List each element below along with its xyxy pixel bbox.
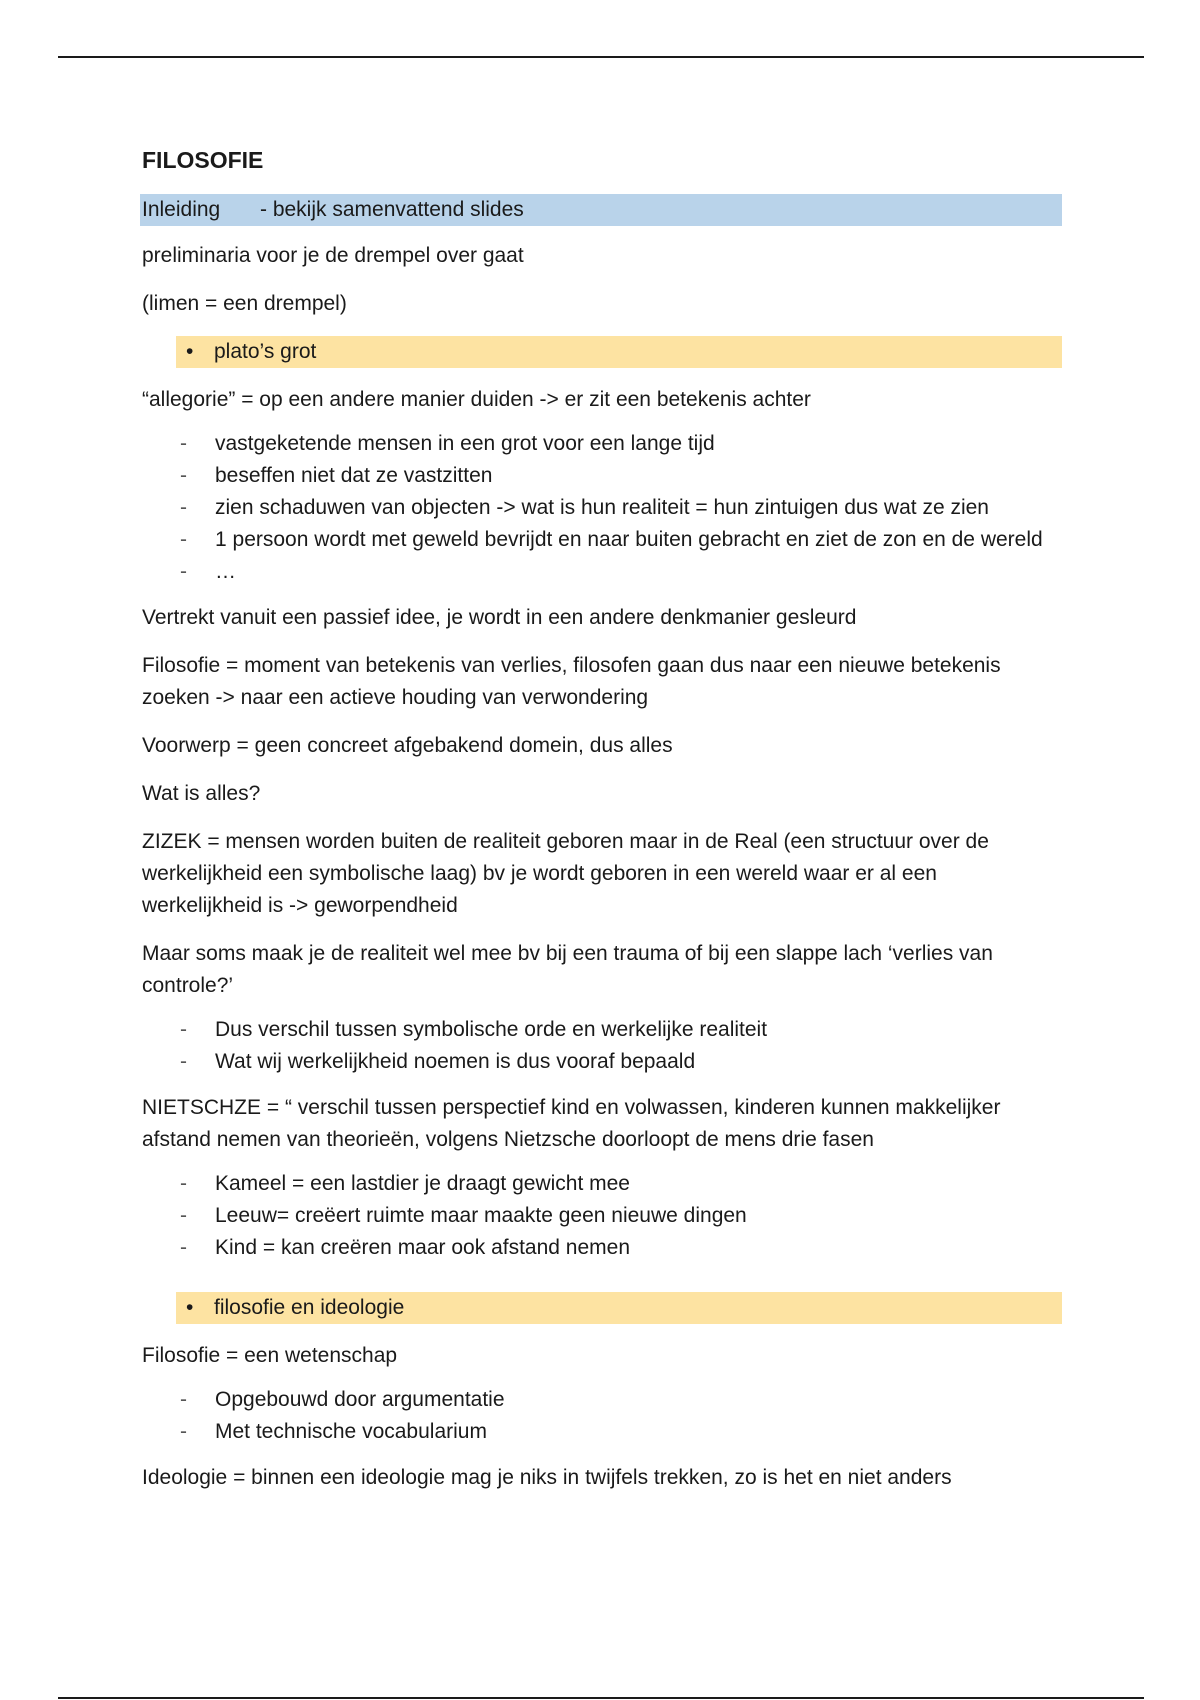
section-title: filosofie en ideologie [214,1296,405,1319]
list-plato [142,428,1062,588]
list-item: - Opgebouwd door argumentatie [180,1388,505,1411]
list-item: - Leeuw= creëert ruimte maar maakte geen nieuwe dingen [180,1204,747,1227]
list-nietzsche [142,1168,1062,1264]
page-title: FILOSOFIE [142,147,264,173]
paragraph: Wat is alles? [142,782,261,805]
paragraph: “allegorie” = op een andere manier duiden -> er zit een betekenis achter [142,388,811,411]
list-item: - Dus verschil tussen symbolische orde en werkelijke realiteit [180,1018,768,1041]
list-item: - vastgeketende mensen in een grot voor een lange tijd [180,432,715,455]
list-item: - … [180,560,236,583]
intro-label: Inleiding [142,198,221,221]
list-filosofie [142,1384,1062,1448]
intro-note: - bekijk samenvattend slides [260,198,524,221]
section-title: plato’s grot [214,340,317,363]
intro-heading [140,194,1062,226]
paragraph: Ideologie = binnen een ideologie mag je niks in twijfels trekken, zo is het en niet anders [142,1466,952,1489]
list-item: - beseffen niet dat ze vastzitten [180,464,493,487]
paragraph: Maar soms maak je de realiteit wel mee bv bij een trauma of bij een slappe lach ‘verlies van controle?’ [142,942,993,997]
paragraph: Voorwerp = geen concreet afgebakend domein, dus alles [142,734,673,757]
paragraph: Filosofie = een wetenschap [142,1344,398,1367]
paragraph: (limen = een drempel) [142,292,347,315]
paragraph: preliminaria voor je de drempel over gaat [142,244,524,267]
footer-rule [58,1697,1144,1699]
document-body [142,140,1062,1510]
paragraph: ZIZEK = mensen worden buiten de realiteit geboren maar in de Real (een structuur over de werkelijkheid een symbolische laag) bv je wordt geboren in een wereld waar er al een werkelijkheid is -> geworpendheid [142,830,989,917]
bullet-icon: • [186,1296,194,1319]
list-item: - Met technische vocabularium [180,1420,487,1443]
paragraph: Vertrekt vanuit een passief idee, je wordt in een andere denkmanier gesleurd [142,606,857,629]
paragraph: Filosofie = moment van betekenis van verlies, filosofen gaan dus naar een nieuwe betekenis zoeken -> naar een actieve houding van verwondering [142,654,1001,709]
list-item: - zien schaduwen van objecten -> wat is hun realiteit = hun zintuigen dus wat ze zien [180,496,989,519]
list-item: - 1 persoon wordt met geweld bevrijdt en naar buiten gebracht en ziet de zon en de wereld [180,528,1043,551]
paragraph: NIETSCHZE = “ verschil tussen perspectief kind en volwassen, kinderen kunnen makkelijker afstand nemen van theorieën, volgens Nietzsche doorloopt de mens drie fasen [142,1096,1001,1151]
list-item: - Kind = kan creëren maar ook afstand nemen [180,1236,630,1259]
list-zizek [142,1014,1062,1078]
section-heading-ideologie [176,1292,1062,1324]
list-item: - Kameel = een lastdier je draagt gewicht mee [180,1172,630,1195]
bullet-icon: • [186,340,194,363]
section-heading-plato [176,336,1062,368]
list-item: - Wat wij werkelijkheid noemen is dus vooraf bepaald [180,1050,696,1073]
header-rule [58,56,1144,58]
